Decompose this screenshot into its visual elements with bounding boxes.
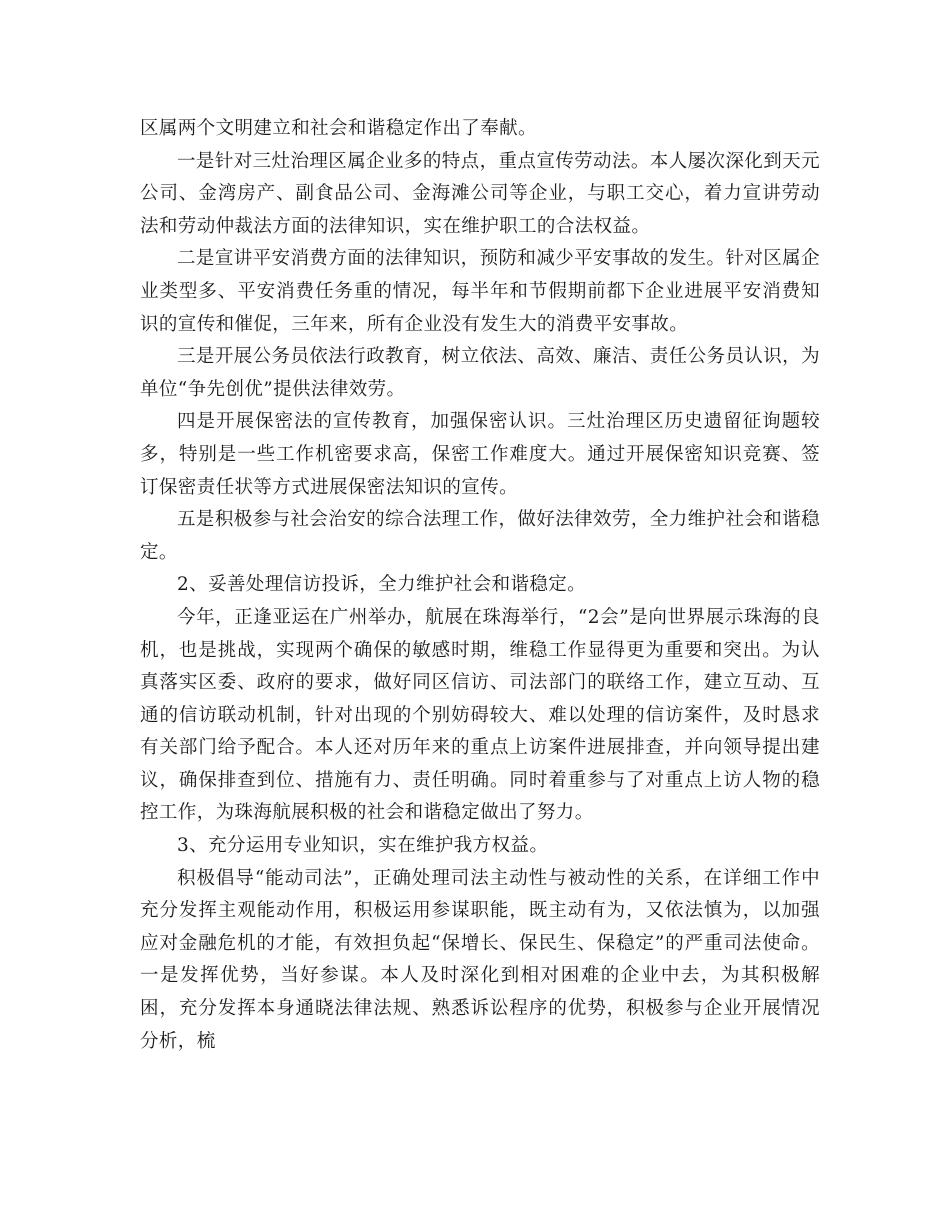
paragraph-continuation: 区属两个文明建立和社会和谐稳定作出了奉献。: [140, 118, 537, 139]
section-heading-expertise: 3、充分运用专业知识，实在维护我方权益。: [177, 835, 549, 857]
paragraph-public-security: 五是积极参与社会治安的综合法理工作，做好法律效劳，全力维护社会和谐稳定。: [140, 509, 820, 563]
paragraph-civil-servant-education: 三是开展公务员依法行政教育，树立依法、高效、廉洁、责任公务员认识，为单位“争先创优”提供法律效劳。: [140, 346, 820, 400]
paragraph-labor-law: 一是针对三灶治理区属企业多的特点，重点宣传劳动法。本人屡次深化到天元公司、金湾房产、副食品公司、金海滩公司等企业，与职工交心，着力宣讲劳动法和劳动仲裁法方面的法律知识，实在维护职工的合法权益。: [140, 150, 820, 237]
paragraph-petitions: 今年，正逢亚运在广州举办，航展在珠海举行，“2会”是向世界展示珠海的良机，也是挑战，实现两个确保的敏感时期，维稳工作显得更为重要和突出。为认真落实区委、政府的要求，做好同区信访、司法部门的联络工作，建立互动、互通的信访联动机制，针对出现的个别妨碍较大、难以处理的信访案件，及时恳求有关部门给予配合。本人还对历年来的重点上访案件进展排查，并向领导提出建议，确保排查到位、措施有力、责任明确。同时着重参与了对重点上访人物的稳控工作，为珠海航展积极的社会和谐稳定做出了努力。: [140, 606, 820, 824]
section-heading-petitions: 2、妥善处理信访投诉，全力维护社会和谐稳定。: [177, 574, 587, 596]
paragraph-confidentiality: 四是开展保密法的宣传教育，加强保密认识。三灶治理区历史遗留征询题较多，特别是一些工作机密要求高，保密工作难度大。通过开展保密知识竞赛、签订保密责任状等方式进展保密法知识的宣传。: [140, 411, 820, 498]
paragraph-active-justice: 积极倡导“能动司法”，正确处理司法主动性与被动性的关系，在详细工作中充分发挥主观能动作用，积极运用参谋职能，既主动有为，又依法慎为，以加强应对金融危机的才能，有效担负起“保增长、保民生、保稳定”的严重司法使命。一是发挥优势，当好参谋。本人及时深化到相对困难的企业中去，为其积极解困，充分发挥本身通晓法律法规、熟悉诉讼程序的优势，积极参与企业开展情况分析，梳: [140, 867, 820, 1052]
document-body: [140, 113, 820, 1058]
paragraph-safety-production: 二是宣讲平安消费方面的法律知识，预防和减少平安事故的发生。针对区属企业类型多、平安消费任务重的情况，每半年和节假期前都下企业进展平安消费知识的宣传和催促，三年来，所有企业没有发生大的消费平安事故。: [140, 248, 820, 335]
